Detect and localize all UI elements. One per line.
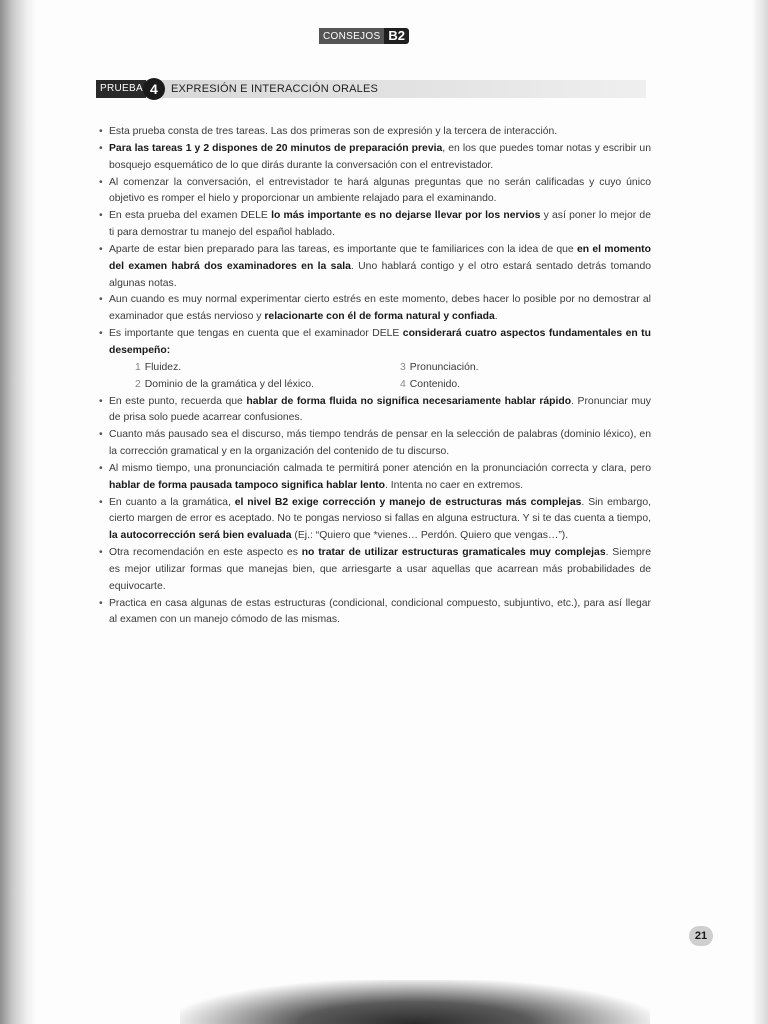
tip-bullet	[99, 242, 651, 293]
tip-text: (Ej.: “Quiero que *vienes… Perdón. Quiero que vengas…”).	[291, 530, 569, 542]
tip-text: Es importante que tengas en cuenta que el examinador DELE	[109, 328, 403, 340]
tip-bullet	[99, 292, 651, 326]
aspects-list	[99, 360, 651, 394]
tip-text: Esta prueba consta de tres tareas. Las dos primeras son de expresión y la tercera de interacción.	[109, 126, 558, 137]
tip-text: En cuanto a la gramática,	[109, 496, 235, 508]
tip-text: y así poner lo mejor de ti para demostrar tu manejo del español hablado.	[109, 210, 651, 239]
page-bottom-shadow	[180, 980, 650, 1024]
aspect-number: 2	[135, 378, 141, 390]
page-edge-shadow	[752, 0, 768, 1024]
section-number-badge: 4	[143, 78, 165, 100]
tip-bullet	[99, 141, 651, 175]
page-gutter-shadow	[0, 0, 36, 1024]
tip-bold-text: considerará cuatro aspectos fundamentales en tu desempeño:	[109, 328, 651, 356]
page-number: 21	[689, 926, 713, 946]
tip-bold-text: no tratar de utilizar estructuras gramaticales muy complejas	[301, 547, 606, 559]
tip-bullet	[99, 545, 651, 596]
aspect-item	[400, 360, 600, 377]
tip-text: . Pronunciar muy de prisa solo puede acarrear confusiones.	[109, 395, 651, 424]
tip-bullet	[99, 175, 651, 209]
tip-text: Al comenzar la conversación, el entrevistador te hará algunas preguntas que no serán calificadas y cuyo único objetivo es romper el hielo y proporcionar un ambiente relajado para el examinando.	[109, 176, 651, 205]
tip-bold-text: lo más importante es no dejarse llevar por los nervios	[271, 210, 541, 222]
tip-bold-text: el nivel B2 exige corrección y manejo de estructuras más complejas	[234, 496, 582, 508]
tips-list	[99, 124, 651, 360]
tip-bold-text: relacionarte con él de forma natural y confiada	[264, 311, 495, 323]
tip-bullet	[99, 461, 651, 495]
tip-text: Cuanto más pausado sea el discurso, más tiempo tendrás de pensar en la selección de palabras (dominio léxico), en la corrección gramatical y en la organización del contenido de tu discurso.	[109, 429, 651, 458]
aspect-item	[400, 377, 600, 394]
tip-text: Otra recomendación en este aspecto es	[109, 547, 302, 559]
section-title: EXPRESIÓN E INTERACCIÓN ORALES	[170, 83, 379, 95]
aspect-item	[135, 377, 400, 394]
tip-text: , en los que puedes tomar notas y escribir un bosquejo esquemático de lo que dirás durante la conversación con el entrevistador.	[109, 142, 651, 171]
tip-text: Practica en casa algunas de estas estructuras (condicional, condicional compuesto, subjuntivo, etc.), para así llegar al examen con un manejo cómodo de las mismas.	[109, 597, 651, 626]
header-level-badge: B2	[384, 28, 409, 44]
tip-text: . Intenta no caer en extremos.	[385, 479, 524, 491]
tip-bold-text: la autocorrección será bien evaluada	[109, 530, 292, 542]
tip-text: En esta prueba del examen DELE	[109, 210, 272, 222]
tip-bold-text: hablar de forma pausada tampoco significa hablar lento	[109, 479, 385, 491]
section-heading	[96, 80, 646, 98]
tip-bullet	[99, 124, 651, 141]
tip-bullet	[99, 427, 651, 461]
aspect-item	[135, 360, 400, 377]
aspect-label: Pronunciación.	[409, 361, 479, 373]
running-header	[319, 28, 409, 44]
tips-list-continued	[99, 394, 651, 630]
tip-text: Aparte de estar bien preparado para las tareas, es importante que te familiarices con la idea de que	[109, 243, 577, 255]
aspect-number: 3	[400, 361, 406, 373]
tips-content	[99, 124, 651, 629]
tip-text: Al mismo tiempo, una pronunciación calmada te permitirá poner atención en la pronunciación correcta y clara, pero	[109, 462, 651, 474]
tip-bullet	[99, 596, 651, 630]
tip-text: . Uno hablará contigo y el otro estará sentado detrás tomando algunas notas.	[109, 260, 652, 289]
aspect-number: 4	[400, 378, 406, 390]
tip-text: . Sin embargo, cierto margen de error es aceptado. No te pongas nervioso si fallas en alguna estructura. Y si te das cuenta a tiempo,	[109, 496, 651, 525]
tip-bold-text: hablar de forma fluida no significa necesariamente hablar rápido	[246, 395, 572, 407]
tip-bold-text: en el momento del examen habrá dos examinadores en la sala	[109, 243, 651, 272]
tip-bullet	[99, 326, 651, 360]
tip-bullet	[99, 394, 651, 428]
tip-text: . Siempre es mejor utilizar formas que manejas bien, que arriesgarte a usar aquellas que acarrean más probabilidades de equivocarte.	[109, 547, 651, 592]
tip-text: Aun cuando es muy normal experimentar cierto estrés en este momento, debes hacer lo posible por no demostrar al examinador que estás nervioso y	[109, 294, 651, 323]
tip-bold-text: Para las tareas 1 y 2 dispones de 20 minutos de preparación previa	[109, 142, 443, 154]
aspect-label: Dominio de la gramática y del léxico.	[144, 378, 314, 390]
aspect-label: Fluidez.	[144, 361, 182, 373]
header-label: CONSEJOS	[319, 28, 384, 44]
tip-text: .	[494, 311, 498, 323]
section-prueba-label: PRUEBA	[96, 80, 146, 98]
tip-bullet	[99, 208, 651, 242]
aspect-number: 1	[135, 361, 141, 373]
tip-bullet	[99, 495, 651, 546]
aspect-label: Contenido.	[409, 378, 461, 390]
tip-text: En este punto, recuerda que	[109, 395, 247, 407]
